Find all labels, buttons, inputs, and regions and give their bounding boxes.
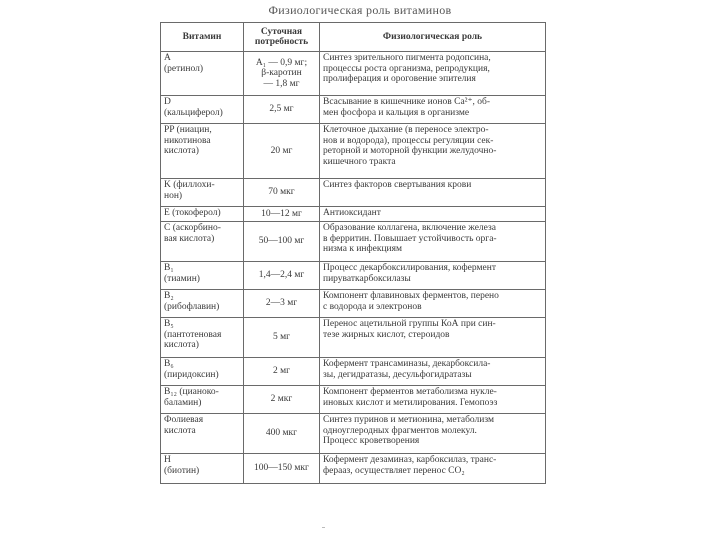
daily-dose: 1,4—2,4 мг: [244, 262, 320, 290]
table-row: [161, 179, 546, 207]
vitamins-table: [160, 22, 546, 484]
physiological-role: Образование коллагена, включение железа в ферритин. Повышает устойчивость орга- низма к инфекциям: [320, 222, 546, 262]
vitamin-name: B₂ (рибофлавин): [161, 290, 244, 318]
table-row: [161, 262, 546, 290]
vitamin-name: C (аскорбино- вая кислота): [161, 222, 244, 262]
physiological-role: Всасывание в кишечнике ионов Ca²⁺, об- мен фосфора и кальция в организме: [320, 96, 546, 124]
table-row: [161, 358, 546, 386]
daily-dose: 2—3 мг: [244, 290, 320, 318]
table-row: [161, 124, 546, 179]
physiological-role: Клеточное дыхание (в переносе электро- нов и водорода), процессы регуляции сек- реторной и моторной функции желудочно- кишечного тракта: [320, 124, 546, 179]
physiological-role: Кофермент дезаминаз, карбоксилаз, транс- ферааз, осуществляет перенос CO₂: [320, 454, 546, 484]
vitamin-name: B₁ (тиамин): [161, 262, 244, 290]
vitamin-name: H (биотин): [161, 454, 244, 484]
vitamin-name: K (филлохи- нон): [161, 179, 244, 207]
header-daily-need: Суточная потребность: [244, 23, 320, 52]
table-row: [161, 222, 546, 262]
daily-dose: 100—150 мкг: [244, 454, 320, 484]
vitamin-name: B₆ (пиридоксин): [161, 358, 244, 386]
physiological-role: Компонент ферментов метаболизма нукле- иновых кислот и метилирования. Гемопоэз: [320, 386, 546, 414]
daily-dose: 400 мкг: [244, 414, 320, 454]
physiological-role: Кофермент трансаминазы, декарбоксила- зы, дегидратазы, десульфогидратазы: [320, 358, 546, 386]
physiological-role: Процесс декарбоксилирования, кофермент пируваткарбоксилазы: [320, 262, 546, 290]
vitamin-name: B₁₂ (цианоко- баламин): [161, 386, 244, 414]
table-row: [161, 318, 546, 358]
physiological-role: Синтез факторов свертывания крови: [320, 179, 546, 207]
table-row: [161, 414, 546, 454]
table-row: [161, 386, 546, 414]
table-row: [161, 290, 546, 318]
vitamin-name: PP (ниацин, никотинова кислота): [161, 124, 244, 179]
vitamin-name: D (кальциферол): [161, 96, 244, 124]
vitamin-name: E (токоферол): [161, 207, 244, 222]
table-row: [161, 96, 546, 124]
daily-dose: 10—12 мг: [244, 207, 320, 222]
physiological-role: Компонент флавиновых ферментов, перено с водорода и электронов: [320, 290, 546, 318]
vitamin-name: Фолиевая кислота: [161, 414, 244, 454]
header-role: Физиологическая роль: [320, 23, 546, 52]
daily-dose: 50—100 мг: [244, 222, 320, 262]
physiological-role: Перенос ацетильной группы КоА при син- тезе жирных кислот, стероидов: [320, 318, 546, 358]
daily-dose: 2 мкг: [244, 386, 320, 414]
vitamin-name: B₅ (пантотеновая кислота): [161, 318, 244, 358]
vitamin-name: A (ретинол): [161, 52, 244, 96]
daily-dose: 5 мг: [244, 318, 320, 358]
table-row: [161, 454, 546, 484]
daily-dose: 2,5 мг: [244, 96, 320, 124]
page-title: Физиологическая роль витаминов: [268, 3, 452, 17]
table-row: [161, 207, 546, 222]
physiological-role: Антиоксидант: [320, 207, 546, 222]
table-header-row: [161, 23, 546, 52]
physiological-role: Синтез зрительного пигмента родопсина, процессы роста организма, репродукция, пролиферация и ороговение эпителия: [320, 52, 546, 96]
daily-dose: 2 мг: [244, 358, 320, 386]
daily-dose: 70 мкг: [244, 179, 320, 207]
daily-dose: 20 мг: [244, 124, 320, 179]
table-row: [161, 52, 546, 96]
scan-speck: [322, 527, 325, 528]
daily-dose: A₁ — 0,9 мг; β-каротин — 1,8 мг: [244, 52, 320, 96]
physiological-role: Синтез пуринов и метионина, метаболизм одноуглеродных фрагментов молекул. Процесс кроветворения: [320, 414, 546, 454]
header-vitamin: Витамин: [161, 23, 244, 52]
